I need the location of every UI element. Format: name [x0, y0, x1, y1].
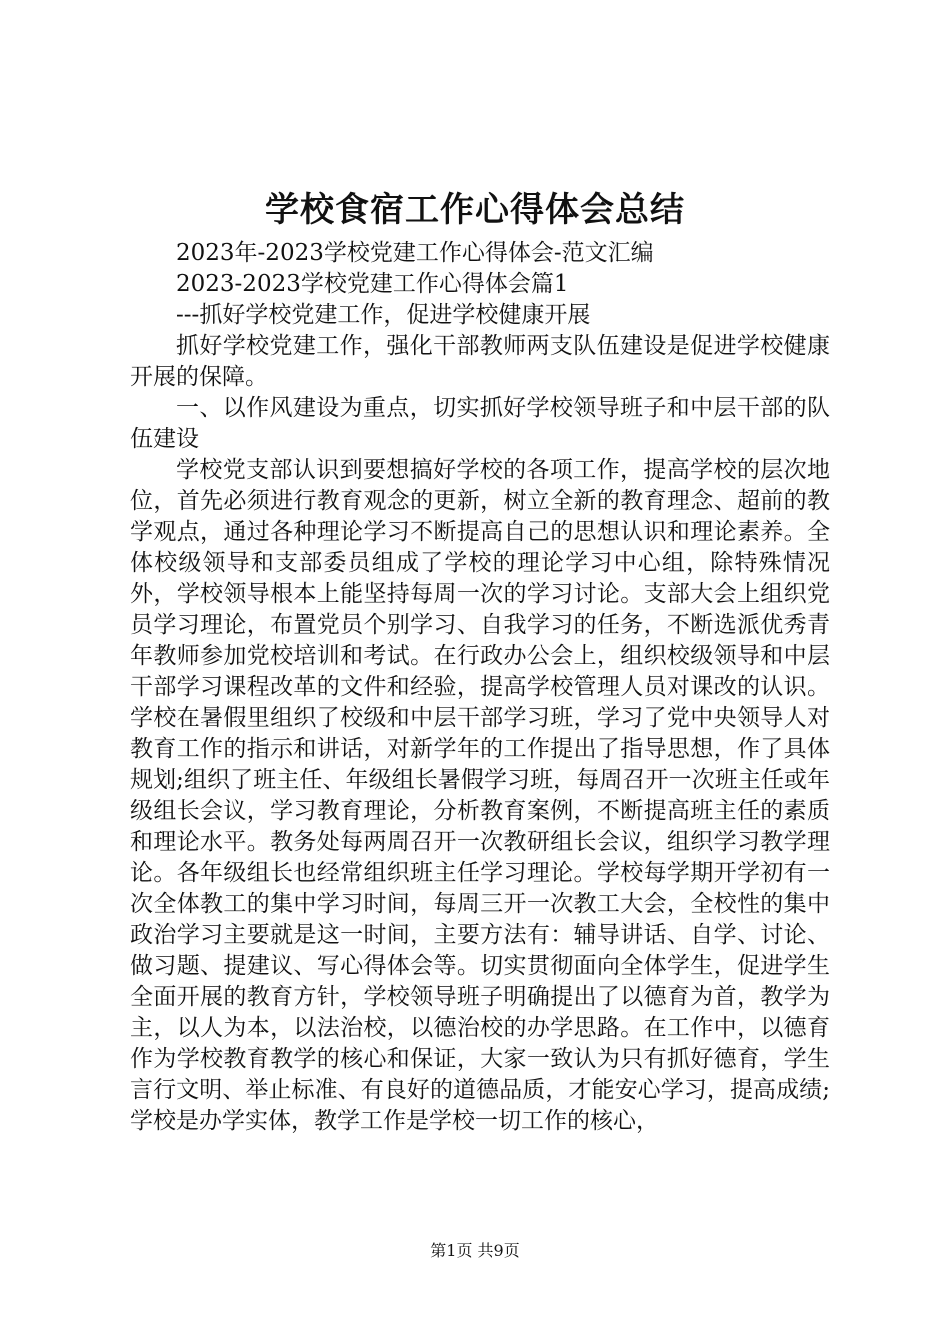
paragraph-3: ---抓好学校党建工作，促进学校健康开展 — [176, 302, 591, 328]
paragraph-5: 一、以作风建设为重点，切实抓好学校领导班子和中层干部的队伍建设 — [130, 395, 830, 452]
paragraph-6: 学校党支部认识到要想搞好学校的各项工作，提高学校的层次地位，首先必须进行教育观念的更新，树立全新的教育理念、超前的教学观点，通过各种理论学习不断提高自己的思想认识和理论素养。全体校级领导和支部委员组成了学校的理论学习中心组，除特殊情况外，学校领导根本上能坚持每周一次的学习讨论。支部大会上组织党员学习理论，布置党员个别学习、自我学习的任务，不断选派优秀青年教师参加党校培训和考试。在行政办公会上，组织校级领导和中层干部学习课程改革的文件和经验，提高学校管理人员对课改的认识。学校在暑假里组织了校级和中层干部学习班，学习了党中央领导人对教育工作的指示和讲话，对新学年的工作提出了指导思想，作了具体规划;组织了班主任、年级组长暑假学习班，每周召开一次班主任或年级组长会议，学习教育理论，分析教育案例，不断提高班主任的素质和理论水平。教务处每两周召开一次教研组长会议，组织学习教学理论。各年级组长也经常组织班主任学习理论。学校每学期开学初有一次全体教工的集中学习时间，每周三开一次教工大会，全校性的集中政治学习主要就是这一时间，主要方法有：辅导讲话、自学、讨论、做习题、提建议、写心得体会等。切实贯彻面向全体学生，促进学生全面开展的教育方针，学校领导班子明确提出了以德育为首，教学为主，以人为本，以法治校，以德治校的办学思路。在工作中，以德育作为学校教育教学的核心和保证，大家一致认为只有抓好德育，学生言行文明、举止标准、有良好的道德品质，才能安心学习，提高成绩;学校是办学实体，教学工作是学校一切工作的核心， — [130, 457, 830, 1134]
paragraph-2: 2023-2023学校党建工作心得体会篇1 — [176, 271, 569, 297]
page-footer: 第1页 共9页 — [430, 1241, 520, 1260]
paragraph-4: 抓好学校党建工作，强化干部教师两支队伍建设是促进学校健康开展的保障。 — [130, 333, 830, 390]
document-body — [130, 238, 830, 1137]
paragraph-1: 2023年-2023学校党建工作心得体会-范文汇编 — [176, 240, 654, 266]
page-title: 学校食宿工作心得体会总结 — [265, 190, 685, 230]
